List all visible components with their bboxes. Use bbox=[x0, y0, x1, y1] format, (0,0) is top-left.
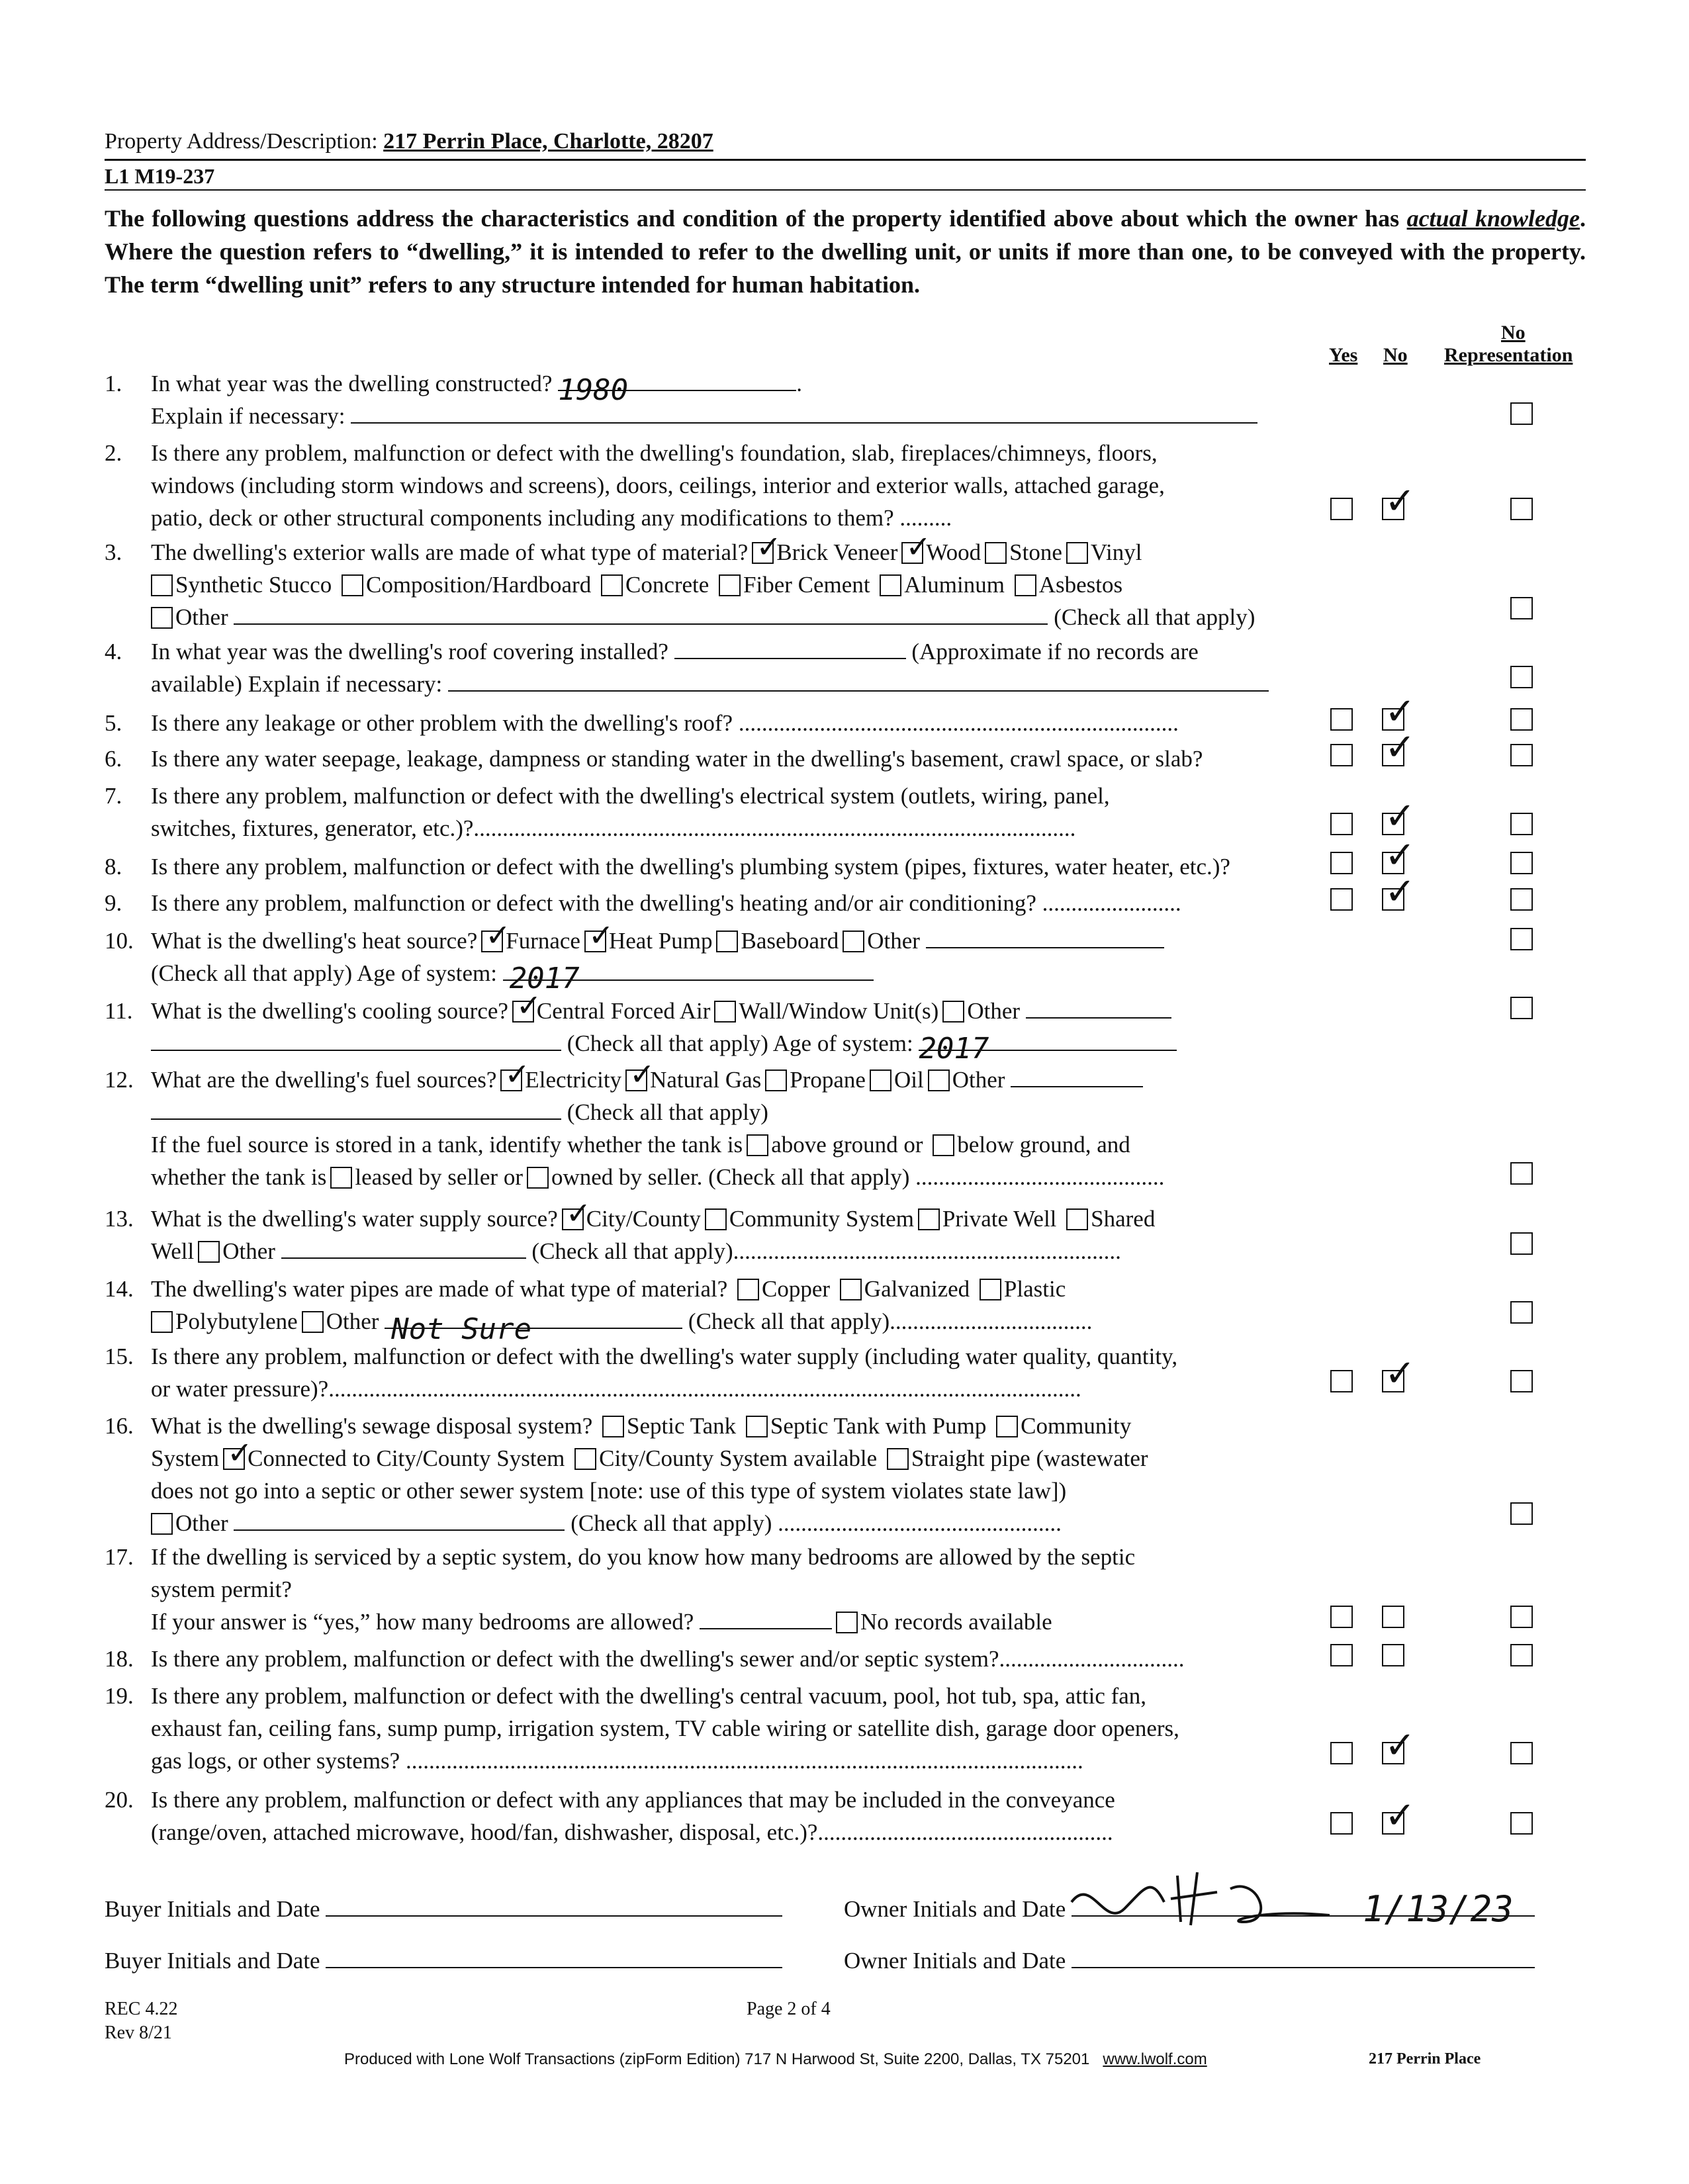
q14-other-field[interactable] bbox=[385, 1312, 682, 1346]
q11-other-field[interactable] bbox=[1026, 1017, 1171, 1019]
q13-city-checkbox[interactable]: ✓ bbox=[562, 1208, 584, 1230]
q7-number: 7. bbox=[105, 783, 122, 809]
q4-number: 4. bbox=[105, 639, 122, 664]
q8-number: 8. bbox=[105, 854, 122, 880]
q3-brick-checkbox[interactable]: ✓ bbox=[752, 542, 774, 564]
actual-knowledge: actual knowledge bbox=[1406, 205, 1580, 232]
q2-norep-box[interactable] bbox=[1510, 498, 1533, 520]
q12-electricity-checkbox[interactable]: ✓ bbox=[500, 1069, 522, 1091]
property-address-line bbox=[105, 129, 713, 154]
q8-norep-box[interactable] bbox=[1510, 852, 1533, 874]
col-norep-2: Representation bbox=[1444, 344, 1573, 366]
q14-answer: Not Sure bbox=[391, 1312, 532, 1346]
q14-other-checkbox[interactable] bbox=[302, 1311, 324, 1333]
q13: What is the dwelling's water supply source? ✓ City/County Community System Private Well Shared Well Other (Check all that apply)................................................................... bbox=[151, 1195, 1156, 1264]
q12: What are the dwelling's fuel sources? ✓ Electricity ✓ Natural Gas Propane Oil Other (Check all that apply) If the fuel source is stored in a tank, identify whether the tank is above ground or below ground, and whether the tank is leased by seller or owned by seller. (Check all that apply) ........................................... bbox=[151, 1056, 1165, 1190]
q10-age: 2017 bbox=[509, 962, 580, 995]
q9: Is there any problem, malfunction or defect with the dwelling's heating and/or air conditioning? ........................ bbox=[151, 890, 1181, 916]
q5-no-box[interactable]: ✓ bbox=[1382, 708, 1404, 731]
q12-other-checkbox[interactable] bbox=[928, 1069, 950, 1091]
q11-central-checkbox[interactable]: ✓ bbox=[512, 1001, 534, 1023]
q18-no-box[interactable] bbox=[1382, 1644, 1404, 1666]
q3-wood-checkbox[interactable]: ✓ bbox=[901, 542, 923, 564]
q12-leased-checkbox[interactable] bbox=[330, 1167, 352, 1189]
header-rule-2 bbox=[105, 189, 1586, 191]
q10-other-checkbox[interactable] bbox=[843, 931, 864, 952]
q4-year-field[interactable] bbox=[674, 658, 906, 659]
q13-private-well-checkbox[interactable] bbox=[918, 1208, 940, 1230]
q1-answer: 1980 bbox=[558, 373, 629, 407]
q15-number: 15. bbox=[105, 1343, 134, 1369]
q20-number: 20. bbox=[105, 1787, 134, 1813]
q3: The dwelling's exterior walls are made of what type of material? ✓ Brick Veneer ✓ Wood Stone Vinyl Synthetic Stucco Composition/Hardboard Concrete Fiber Cement Aluminum Asbestos Other (Check all that apply) bbox=[151, 529, 1255, 630]
page-number: Page 2 of 4 bbox=[747, 1999, 831, 2019]
q2: Is there any problem, malfunction or defect with the dwelling's foundation, slab, fireplaces/chimneys, floors, windows (including storm windows and screens), doors, ceilings, interior and exterior walls, attached garage, patio, deck or other structural components including any modifications to them? ......... bbox=[151, 440, 1165, 531]
mls-number: L1 M19-237 bbox=[105, 164, 215, 188]
q17: If the dwelling is serviced by a septic system, do you know how many bedrooms are allowed by the septic system permit? If your answer is “yes,” how many bedrooms are allowed? No records available bbox=[151, 1544, 1136, 1635]
q6: Is there any water seepage, leakage, dampness or standing water in the dwelling's basement, crawl space, or slab? bbox=[151, 746, 1203, 772]
col-yes: Yes bbox=[1329, 344, 1358, 366]
q16-other-field[interactable] bbox=[234, 1529, 565, 1531]
q14-number: 14. bbox=[105, 1276, 134, 1302]
q11-other-checkbox[interactable] bbox=[942, 1001, 964, 1023]
q16-available-checkbox[interactable] bbox=[574, 1448, 596, 1470]
q16-connected-checkbox[interactable]: ✓ bbox=[223, 1448, 245, 1470]
q3-other-checkbox[interactable] bbox=[151, 607, 173, 629]
q17-no-records-checkbox[interactable] bbox=[836, 1612, 858, 1633]
q8: Is there any problem, malfunction or defect with the dwelling's plumbing system (pipes, fixtures, water heater, etc.)? bbox=[151, 854, 1230, 880]
q10-baseboard-checkbox[interactable] bbox=[716, 931, 738, 952]
address-value: 217 Perrin Place, Charlotte, 28207 bbox=[383, 129, 713, 154]
q13-shared-checkbox[interactable] bbox=[1066, 1208, 1088, 1230]
q3-aluminum-checkbox[interactable] bbox=[880, 574, 901, 596]
q3-stucco-checkbox[interactable] bbox=[151, 574, 173, 596]
q14-copper-checkbox[interactable] bbox=[737, 1279, 759, 1300]
q11-norep-box[interactable] bbox=[1510, 997, 1533, 1019]
q4-norep-box[interactable] bbox=[1510, 666, 1533, 688]
q16-number: 16. bbox=[105, 1413, 134, 1439]
q12-other-field[interactable] bbox=[1011, 1086, 1143, 1087]
owner-signature bbox=[1065, 1862, 1343, 1935]
intro-paragraph: The following questions address the characteristics and condition of the property identified above about which the owner has actual knowledge. Where the question refers to “dwelling,” it is intended to refer to the dwelling unit, or units if more than one, to be conveyed with the property. The term “dwelling unit” refers to any structure intended for human habitation. bbox=[105, 205, 1586, 298]
q13-community-checkbox[interactable] bbox=[705, 1208, 727, 1230]
q11: What is the dwelling's cooling source? ✓ Central Forced Air Wall/Window Unit(s) Other (Check all that apply) Age of system: 2017 bbox=[151, 995, 1177, 1060]
q18-yes-box[interactable] bbox=[1330, 1644, 1353, 1666]
q6-no-box[interactable]: ✓ bbox=[1382, 744, 1404, 766]
q10-age-field[interactable] bbox=[503, 962, 874, 995]
q9-yes-box[interactable] bbox=[1330, 888, 1353, 911]
buyer-initials-2-field[interactable] bbox=[326, 1967, 782, 1968]
q10-heatpump-checkbox[interactable]: ✓ bbox=[584, 931, 606, 952]
q19-norep-box[interactable] bbox=[1510, 1742, 1533, 1764]
q19-yes-box[interactable] bbox=[1330, 1742, 1353, 1764]
q3-vinyl-checkbox[interactable] bbox=[1066, 542, 1088, 564]
q1-answer-field[interactable] bbox=[558, 373, 796, 407]
q16-other-checkbox[interactable] bbox=[151, 1513, 173, 1535]
buyer-initials-1: Buyer Initials and Date bbox=[105, 1893, 782, 1925]
q16-straight-pipe-checkbox[interactable] bbox=[887, 1448, 909, 1470]
q1-norep-box[interactable] bbox=[1510, 402, 1533, 425]
q5-yes-box[interactable] bbox=[1330, 708, 1353, 731]
q17-number: 17. bbox=[105, 1544, 134, 1570]
q6-norep-box[interactable] bbox=[1510, 744, 1533, 766]
q3-fibercement-checkbox[interactable] bbox=[719, 574, 741, 596]
q12-gas-checkbox[interactable]: ✓ bbox=[625, 1069, 647, 1091]
q16-community-checkbox[interactable] bbox=[996, 1416, 1018, 1437]
q7-no-box[interactable]: ✓ bbox=[1382, 813, 1404, 835]
owner-initials-1-date: 1/13/23 bbox=[1363, 1888, 1514, 1930]
q4-explain-field[interactable] bbox=[448, 690, 1269, 692]
q10-norep-box[interactable] bbox=[1510, 928, 1533, 950]
q12-owned-checkbox[interactable] bbox=[527, 1167, 549, 1189]
q2-yes-box[interactable] bbox=[1330, 498, 1353, 520]
form-revision: Rev 8/21 bbox=[105, 2023, 172, 2043]
q3-stone-checkbox[interactable] bbox=[985, 542, 1007, 564]
q15-no-box[interactable]: ✓ bbox=[1382, 1370, 1404, 1392]
q5-number: 5. bbox=[105, 710, 122, 736]
q18-number: 18. bbox=[105, 1646, 134, 1672]
q15: Is there any problem, malfunction or defect with the dwelling's water supply (including water quality, quantity, or water pressure)?.................................................................................................................................. bbox=[151, 1343, 1178, 1402]
q15-norep-box[interactable] bbox=[1510, 1370, 1533, 1392]
q4: In what year was the dwelling's roof covering installed? (Approximate if no records are available) Explain if necessary: bbox=[151, 635, 1269, 700]
q1-explain-field[interactable] bbox=[351, 422, 1257, 424]
q13-number: 13. bbox=[105, 1206, 134, 1232]
q3-asbestos-checkbox[interactable] bbox=[1015, 574, 1036, 596]
q8-no-box[interactable]: ✓ bbox=[1382, 852, 1404, 874]
footer-property: 217 Perrin Place bbox=[1369, 2050, 1481, 2068]
address-label: Property Address/Description: bbox=[105, 129, 378, 154]
q10-furnace-checkbox[interactable]: ✓ bbox=[481, 931, 503, 952]
q10-number: 10. bbox=[105, 928, 134, 954]
q6-yes-box[interactable] bbox=[1330, 744, 1353, 766]
q12-above-ground-checkbox[interactable] bbox=[747, 1134, 768, 1156]
q9-no-box[interactable]: ✓ bbox=[1382, 888, 1404, 911]
q7-yes-box[interactable] bbox=[1330, 813, 1353, 835]
q3-hardboard-checkbox[interactable] bbox=[342, 574, 363, 596]
q3-norep-box[interactable] bbox=[1510, 597, 1533, 619]
q11-number: 11. bbox=[105, 998, 133, 1024]
q9-number: 9. bbox=[105, 890, 122, 916]
header-rule bbox=[105, 159, 1586, 161]
q18: Is there any problem, malfunction or defect with the dwelling's sewer and/or septic system?................................ bbox=[151, 1646, 1185, 1672]
q12-norep-box[interactable] bbox=[1510, 1162, 1533, 1185]
q14-polybutylene-checkbox[interactable] bbox=[151, 1311, 173, 1333]
q20-norep-box[interactable] bbox=[1510, 1812, 1533, 1835]
q11-window-checkbox[interactable] bbox=[714, 1001, 736, 1023]
q18-norep-box[interactable] bbox=[1510, 1644, 1533, 1666]
q12-other-field-2[interactable] bbox=[151, 1118, 561, 1120]
owner-initials-1: Owner Initials and Date 1/13/23 bbox=[844, 1893, 1535, 1925]
lwolf-link[interactable]: www.lwolf.com bbox=[1103, 2050, 1207, 2068]
q20-no-box[interactable]: ✓ bbox=[1382, 1812, 1404, 1835]
q1: In what year was the dwelling constructed? 1980 . Explain if necessary: bbox=[151, 367, 1257, 432]
buyer-initials-1-field[interactable] bbox=[326, 1915, 782, 1917]
q13-norep-box[interactable] bbox=[1510, 1232, 1533, 1255]
q14-plastic-checkbox[interactable] bbox=[980, 1279, 1001, 1300]
q15-yes-box[interactable] bbox=[1330, 1370, 1353, 1392]
q7-norep-box[interactable] bbox=[1510, 813, 1533, 835]
q7: Is there any problem, malfunction or defect with the dwelling's electrical system (outlets, wiring, panel, switches, fixtures, generator, etc.)?........................................................................................................ bbox=[151, 783, 1110, 841]
q12-below-ground-checkbox[interactable] bbox=[933, 1134, 954, 1156]
q11-age-field[interactable] bbox=[919, 1032, 1177, 1066]
q17-yes-box[interactable] bbox=[1330, 1606, 1353, 1628]
q17-norep-box[interactable] bbox=[1510, 1606, 1533, 1628]
buyer-initials-2: Buyer Initials and Date bbox=[105, 1944, 782, 1977]
owner-initials-2-field[interactable] bbox=[1072, 1967, 1535, 1968]
q2-no-box[interactable]: ✓ bbox=[1382, 498, 1404, 520]
owner-initials-2: Owner Initials and Date bbox=[844, 1944, 1535, 1977]
q10-other-field[interactable] bbox=[926, 947, 1164, 948]
q12-propane-checkbox[interactable] bbox=[765, 1069, 787, 1091]
q10: What is the dwelling's heat source? ✓ Furnace ✓ Heat Pump Baseboard Other (Check all that apply) Age of system: 2017 bbox=[151, 925, 1164, 989]
col-norep-1: No bbox=[1501, 322, 1526, 343]
q3-concrete-checkbox[interactable] bbox=[601, 574, 623, 596]
q19: Is there any problem, malfunction or defect with the dwelling's central vacuum, pool, hot tub, spa, attic fan, exhaust fan, ceiling fans, sump pump, irrigation system, TV cable wiring or satellite dish, garage door openers, gas logs, or other systems? ..................................................................................................................... bbox=[151, 1683, 1179, 1774]
q3-other-field[interactable] bbox=[234, 623, 1048, 625]
q13-other-field[interactable] bbox=[281, 1257, 526, 1259]
q13-other-checkbox[interactable] bbox=[198, 1241, 220, 1263]
form-number: REC 4.22 bbox=[105, 1999, 178, 2019]
q14-galvanized-checkbox[interactable] bbox=[840, 1279, 862, 1300]
q19-number: 19. bbox=[105, 1683, 134, 1709]
produced-with: Produced with Lone Wolf Transactions (zipForm Edition) 717 N Harwood St, Suite 2200, Dallas, TX 75201 www.lwolf.com bbox=[344, 2050, 1207, 2068]
q12-number: 12. bbox=[105, 1067, 134, 1093]
q12-oil-checkbox[interactable] bbox=[870, 1069, 891, 1091]
q11-other-field-2[interactable] bbox=[151, 1050, 561, 1051]
q5: Is there any leakage or other problem with the dwelling's roof? ............................................................................ bbox=[151, 710, 1179, 736]
q5-norep-box[interactable] bbox=[1510, 708, 1533, 731]
q14-norep-box[interactable] bbox=[1510, 1301, 1533, 1324]
q11-age: 2017 bbox=[919, 1032, 989, 1066]
q16-norep-box[interactable] bbox=[1510, 1502, 1533, 1525]
q20: Is there any problem, malfunction or defect with any appliances that may be included in the conveyance (range/oven, attached microwave, hood/fan, dishwasher, disposal, etc.)?................................................... bbox=[151, 1787, 1115, 1845]
q8-yes-box[interactable] bbox=[1330, 852, 1353, 874]
q16-septic-pump-checkbox[interactable] bbox=[746, 1416, 768, 1437]
q19-no-box[interactable]: ✓ bbox=[1382, 1742, 1404, 1764]
q14: The dwelling's water pipes are made of what type of material? Copper Galvanized Plastic Polybutylene Other Not Sure (Check all that apply)................................... bbox=[151, 1276, 1093, 1346]
q20-yes-box[interactable] bbox=[1330, 1812, 1353, 1835]
q2-number: 2. bbox=[105, 440, 122, 466]
q1-number: 1. bbox=[105, 371, 122, 396]
q16-septic-checkbox[interactable] bbox=[602, 1416, 624, 1437]
q9-norep-box[interactable] bbox=[1510, 888, 1533, 911]
q17-no-box[interactable] bbox=[1382, 1606, 1404, 1628]
q3-number: 3. bbox=[105, 539, 122, 565]
q17-bedrooms-field[interactable] bbox=[700, 1628, 832, 1629]
col-no: No bbox=[1383, 344, 1408, 366]
q16: What is the dwelling's sewage disposal system? Septic Tank Septic Tank with Pump Community System ✓ Connected to City/County System City/County System available Straight pipe (wastewater does not go into a septic or other sewer system [note: use of this type of system violates state law]) Other (Check all that apply) ................................................. bbox=[151, 1413, 1148, 1536]
q6-number: 6. bbox=[105, 746, 122, 772]
